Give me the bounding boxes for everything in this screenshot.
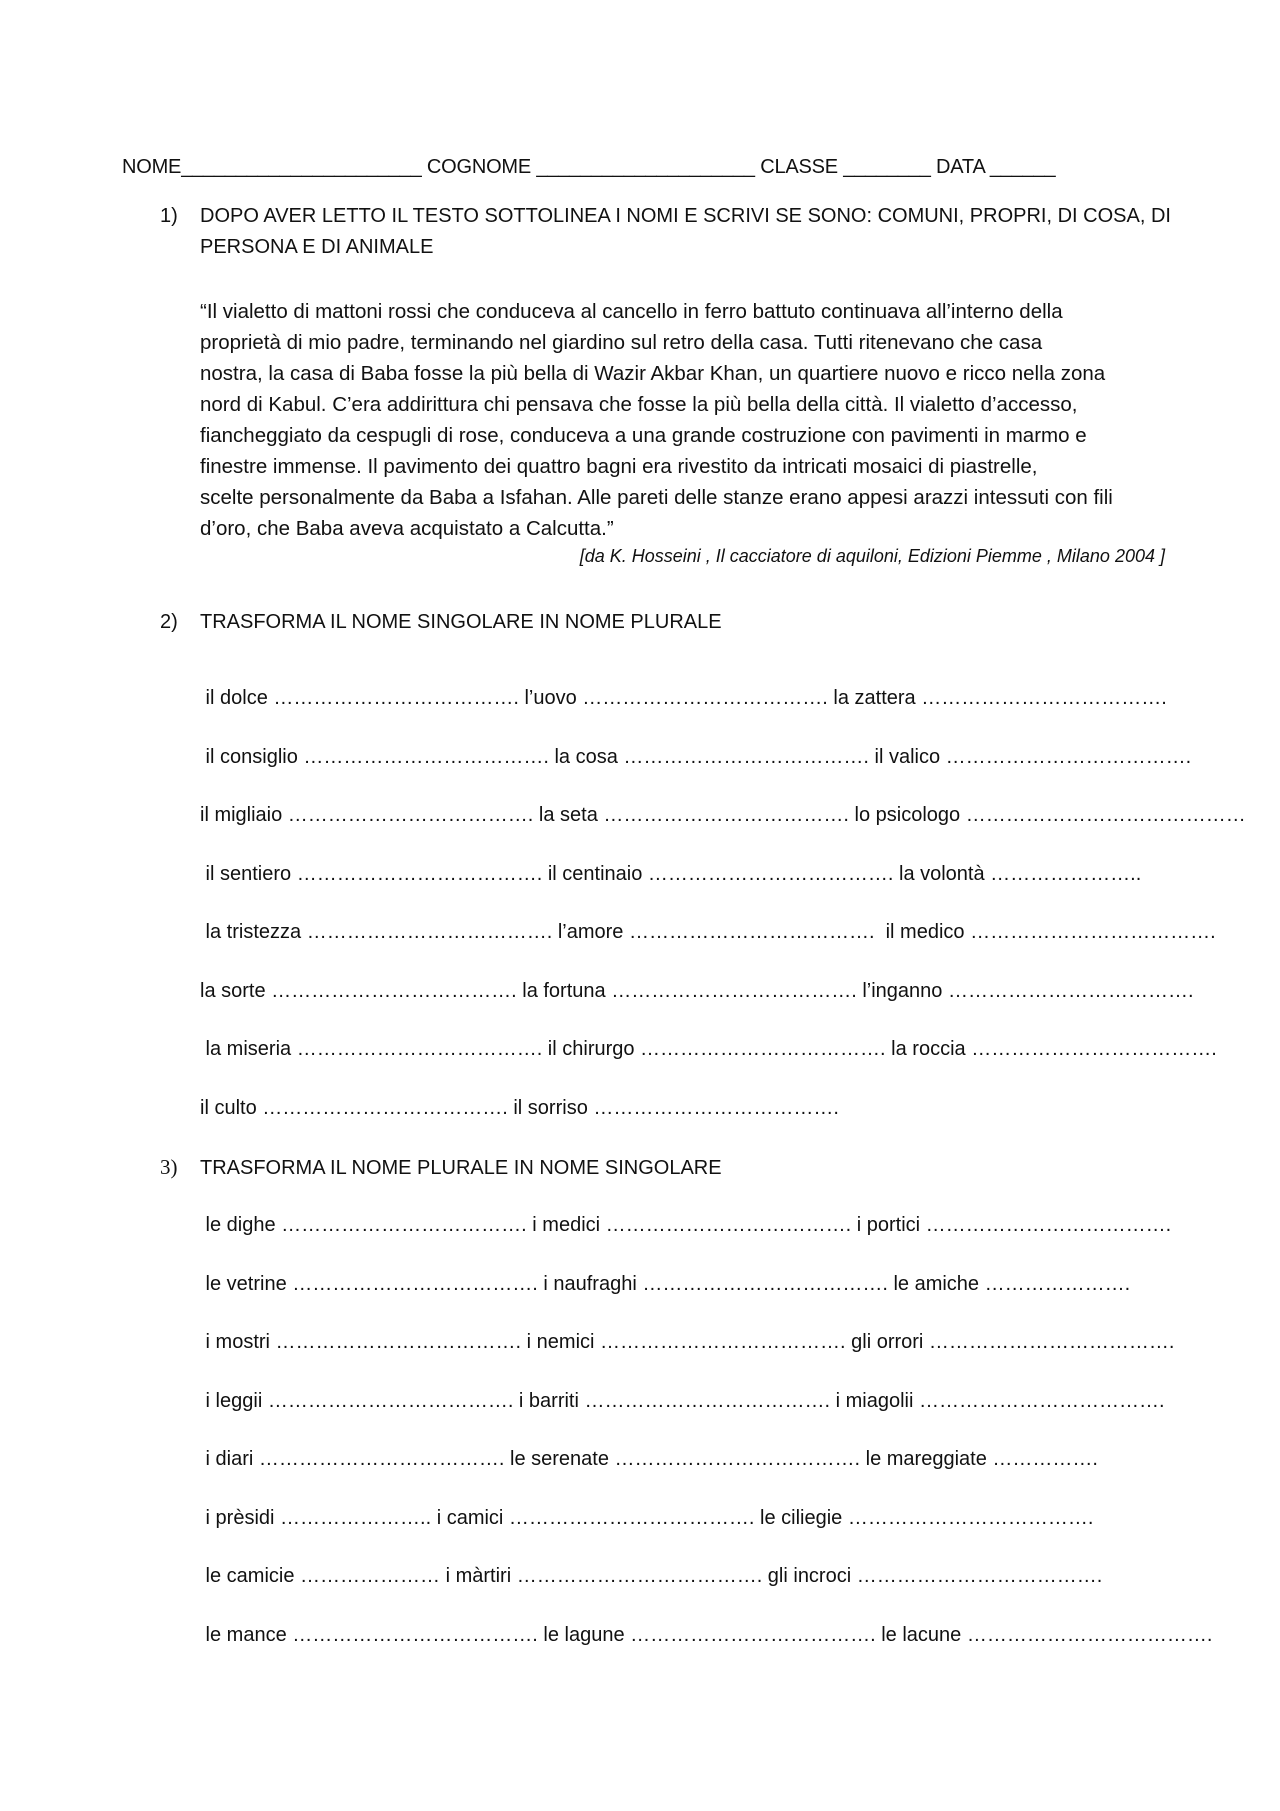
passage-line: “Il vialetto di mattoni rossi che conduceva al cancello in ferro battuto continuava all’interno della	[200, 300, 1063, 323]
section-1-number: 1)	[160, 205, 178, 227]
exercise-line: le dighe ………………………………. i medici ………………………………. i portici ……………………………….	[200, 1214, 1172, 1236]
passage-line: nord di Kabul. C’era addirittura chi pensava che fosse la più bella della città. Il vialetto d’accesso,	[200, 393, 1078, 416]
exercise-line: le mance ………………………………. le lagune ………………………………. le lacune ……………………………….	[200, 1624, 1213, 1646]
passage-line: nostra, la casa di Baba fosse la più bella di Wazir Akbar Khan, un quartiere nuovo e ricco nella zona	[200, 362, 1106, 385]
passage-line: fiancheggiato da cespugli di rose, conduceva a una grande costruzione con pavimenti in marmo e	[200, 424, 1087, 447]
exercise-line: il sentiero ………………………………. il centinaio ………………………………. la volontà …………………..	[200, 863, 1142, 885]
exercise-line: i prèsidi ………………….. i camici ………………………………. le ciliegie ……………………………….	[200, 1507, 1094, 1529]
reading-passage	[200, 296, 1170, 544]
section-2-title: TRASFORMA IL NOME SINGOLARE IN NOME PLURALE	[200, 611, 722, 633]
exercise-line: i mostri ………………………………. i nemici ………………………………. gli orrori ……………………………….	[200, 1331, 1175, 1353]
exercise-line: le camicie ………………… i màrtiri ………………………………. gli incroci ……………………………….	[200, 1565, 1103, 1587]
exercise-line: i diari ………………………………. le serenate ………………………………. le mareggiate …………….	[200, 1448, 1098, 1470]
exercise-line: il dolce ………………………………. l’uovo ………………………………. la zattera ……………………………….	[200, 687, 1167, 709]
section-1-title	[200, 201, 1180, 263]
passage-line: scelte personalmente da Baba a Isfahan. Alle pareti delle stanze erano appesi arazzi intessuti con fili	[200, 486, 1113, 509]
exercise-line: i leggii ………………………………. i barriti ………………………………. i miagolii ……………………………….	[200, 1390, 1165, 1412]
exercise-line: il culto ………………………………. il sorriso ……………………………….	[200, 1097, 839, 1119]
passage-line: proprietà di mio padre, terminando nel giardino sul retro della casa. Tutti ritenevano che casa	[200, 331, 1043, 354]
section-3-title: TRASFORMA IL NOME PLURALE IN NOME SINGOLARE	[200, 1157, 722, 1179]
exercise-line: la tristezza ………………………………. l’amore ………………………………. il medico ……………………………….	[200, 921, 1216, 943]
exercise-line: il consiglio ………………………………. la cosa ………………………………. il valico ……………………………….	[200, 746, 1192, 768]
passage-line: d’oro, che Baba aveva acquistato a Calcutta.”	[200, 517, 614, 540]
exercise-line: le vetrine ………………………………. i naufraghi ………………………………. le amiche ………………….	[200, 1273, 1131, 1295]
section-1-title-line: PERSONA E DI ANIMALE	[200, 236, 434, 258]
exercise-line: il migliaio ………………………………. la seta ………………………………. lo psicologo ……………………………………	[200, 804, 1246, 826]
section-2-number: 2)	[160, 611, 178, 633]
passage-line: finestre immense. Il pavimento dei quattro bagni era rivestito da intricati mosaici di piastrelle,	[200, 455, 1038, 478]
section-3-number: 3)	[160, 1155, 178, 1179]
exercise-line: la miseria ………………………………. il chirurgo ………………………………. la roccia ……………………………….	[200, 1038, 1217, 1060]
student-info-header: NOME______________________ COGNOME ____________________ CLASSE ________ DATA ______	[122, 156, 1056, 178]
passage-citation: [da K. Hosseini , Il cacciatore di aquiloni, Edizioni Piemme , Milano 2004 ]	[579, 546, 1165, 566]
section-1-title-line: DOPO AVER LETTO IL TESTO SOTTOLINEA I NOMI E SCRIVI SE SONO: COMUNI, PROPRI, DI COSA, DI	[200, 205, 1171, 227]
exercise-line: la sorte ………………………………. la fortuna ………………………………. l’inganno ……………………………….	[200, 980, 1194, 1002]
